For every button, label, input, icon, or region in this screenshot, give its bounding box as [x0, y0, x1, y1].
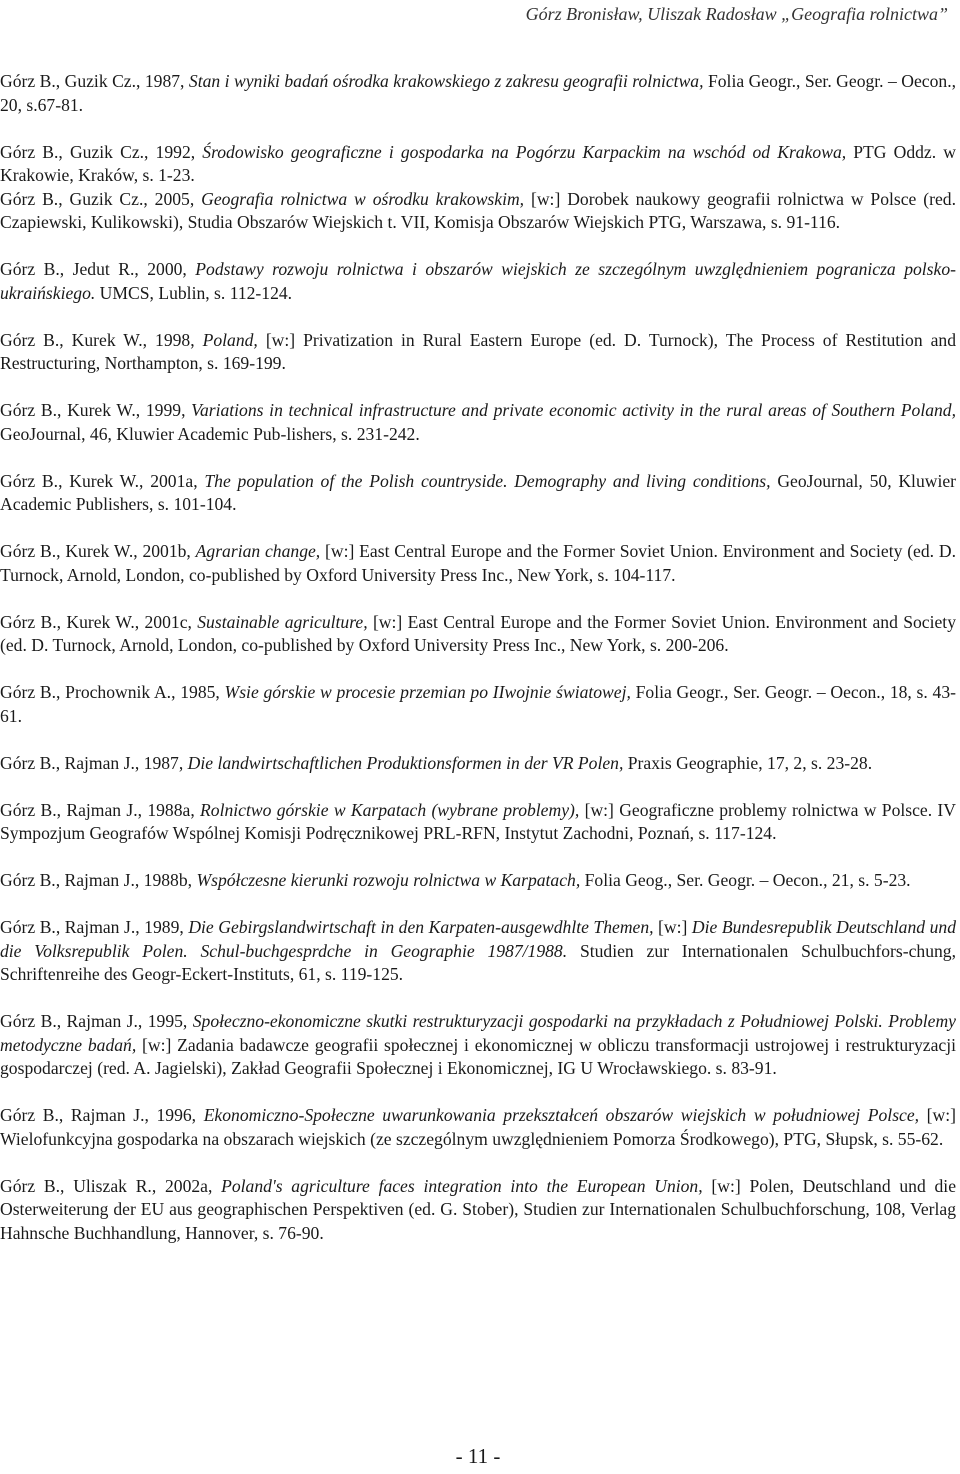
reference-entry: [0, 1175, 956, 1246]
reference-entry: [0, 1010, 956, 1081]
reference-title: Variations in technical infrastructure and private economic activity in the rural areas of Southern Poland,: [191, 400, 956, 420]
reference-entry: [0, 681, 956, 728]
reference-entry: [0, 540, 956, 587]
reference-text: [w:] Dorobek naukowy geografii rolnictwa w Polsce (red. Czapiewski, Kulikowski), Studia Obszarów Wiejskich t. VII, Komisja Obszarów Wiejskich PTG, Warszawa, s. 91-116.: [0, 188, 956, 232]
reference-text: Górz B., Jedut R., 2000,: [0, 259, 196, 279]
reference-text: Studien zur Internationalen Schulbuchfors-chung, Schriftenreihe des Geogr-Eckert-Instituts, 61, s. 119-125.: [0, 940, 956, 984]
reference-text: Górz B., Guzik Cz., 1992,: [0, 141, 203, 162]
reference-text: Górz B., Kurek W., 1998,: [0, 329, 203, 350]
reference-entry: [0, 70, 956, 117]
reference-text: Górz B., Kurek W., 1999,: [0, 400, 192, 420]
reference-title: Podstawy rozwoju rolnictwa i obszarów wiejskich ze szczególnym uwzględnieniem pogranicza polsko-ukraińskiego.: [0, 259, 956, 303]
reference-text: Górz B., Kurek W., 2001a,: [0, 470, 205, 491]
reference-text: [w:] East Central Europe and the Former Soviet Union. Environment and Society (ed. D. Turnock, Arnold, London, co-published by Oxford University Press Inc., New York, s. 200-206.: [0, 611, 956, 655]
reference-title: Stan i wyniki badań ośrodka krakowskiego z zakresu geografii rolnictwa,: [188, 71, 704, 91]
reference-text: Górz B., Guzik Cz., 2005,: [0, 188, 202, 209]
reference-text: Górz B., Prochownik A., 1985,: [0, 682, 225, 702]
reference-text: Folia Geog., Ser. Geogr. – Oecon., 21, s. 5-23.: [580, 870, 911, 890]
reference-text: [w:] Wielofunkcyjna gospodarka na obszarach wiejskich (ze szczególnym uwzględnieniem Pomorza Środkowego), PTG, Słupsk, s. 55-62.: [0, 1105, 956, 1149]
reference-entry: [0, 399, 956, 446]
page-number: - 11 -: [455, 1444, 501, 1468]
reference-text: Górz B., Rajman J., 1995,: [0, 1011, 193, 1031]
reference-text: GeoJournal, 50, Kluwier Academic Publishers, s. 101-104.: [0, 470, 957, 514]
reference-text: [w:] East Central Europe and the Former Soviet Union. Environment and Society (ed. D. Turnock, Arnold, London, co-published by Oxford University Press Inc., New York, s. 104-117.: [0, 541, 956, 585]
reference-title: Poland's agriculture faces integration into the European Union,: [221, 1175, 703, 1196]
reference-title: Ekonomiczno-Społeczne uwarunkowania przekształceń obszarów wiejskich w południowej Polsce,: [203, 1105, 920, 1125]
reference-title: Współczesne kierunki rozwoju rolnictwa w Karpatach,: [196, 870, 581, 890]
reference-text: UMCS, Lublin, s. 112-124.: [95, 282, 293, 303]
reference-text: [w:] Geograficzne problemy rolnictwa w Polsce. IV Sympozjum Geografów Wspólnej Komisji Podręcznikowej PRL-RFN, Instytut Zachodni, Poznań, s. 117-124.: [0, 799, 956, 843]
reference-entry: [0, 188, 956, 235]
reference-title: Wsie górskie w procesie przemian po IIwojnie światowej,: [224, 682, 631, 702]
reference-list: [0, 70, 956, 1269]
reference-text: GeoJournal, 46, Kluwier Academic Pub-lishers, s. 231-242.: [0, 423, 420, 444]
reference-text: Folia Geogr., Ser. Geogr. – Oecon., 18, s. 43-61.: [0, 682, 956, 726]
reference-title: Rolnictwo górskie w Karpatach (wybrane problemy),: [200, 799, 580, 820]
reference-text: [w:] Zadania badawcze geografii społecznej i ekonomicznej w obliczu transformacji ustrojowej i restrukturyzacji gospodarczej (red. A. Jagielski), Zakład Geografii Społecznej i Ekonomicznej, IG U Wrocławskiego. s. 83-91.: [0, 1034, 956, 1078]
reference-text: Górz B., Rajman J., 1989,: [0, 917, 189, 937]
reference-text: Górz B., Rajman J., 1987,: [0, 752, 188, 773]
reference-text: Górz B., Guzik Cz., 1987,: [0, 71, 189, 91]
reference-text: Górz B., Rajman J., 1988b,: [0, 870, 197, 890]
reference-text: Górz B., Uliszak R., 2002a,: [0, 1175, 222, 1196]
reference-text: Górz B., Rajman J., 1988a,: [0, 799, 201, 820]
reference-title: Geografia rolnictwa w ośrodku krakowskim,: [201, 188, 525, 209]
reference-text: Górz B., Rajman J., 1996,: [0, 1105, 204, 1125]
reference-text: [w:] Polen, Deutschland und die Osterweiterung der EU aus geographischen Perspektiven (ed. G. Stober), Studien zur Internationalen Schulbuchforschung, 108, Verlag Hahnsche Buchhandlung, Hannover, s. 76-90.: [0, 1175, 956, 1243]
running-header: Górz Bronisław, Uliszak Radosław „Geografia rolnictwa”: [525, 4, 948, 24]
reference-entry: [0, 470, 956, 517]
reference-text: [w:] Privatization in Rural Eastern Europe (ed. D. Turnock), The Process of Restitution and Restructuring, Northampton, s. 169-199.: [0, 329, 956, 373]
reference-entry: [0, 869, 956, 893]
reference-text: [w:]: [653, 917, 692, 937]
reference-entry: [0, 1104, 956, 1151]
reference-entry: [0, 258, 956, 305]
reference-entry: [0, 329, 956, 376]
reference-title: Poland,: [202, 329, 258, 350]
reference-title: Społeczno-ekonomiczne skutki restrukturyzacji gospodarki na przykładach z Południowej Polski. Problemy metodyczne badań,: [0, 1011, 956, 1055]
reference-text: Górz B., Kurek W., 2001b,: [0, 541, 196, 561]
reference-entry: [0, 141, 956, 188]
reference-entry: [0, 752, 956, 776]
reference-title: Środowisko geograficzne i gospodarka na Pogórzu Karpackim na wschód od Krakowa,: [202, 141, 847, 162]
reference-entry: [0, 916, 956, 987]
reference-title: Die landwirtschaftlichen Produktionsformen in der VR Polen,: [187, 752, 624, 773]
reference-title: Die Bundesrepublik Deutschland und die Volksrepublik Polen. Schul-buchgesprdche in Geographie 1987/1988.: [0, 917, 956, 961]
reference-entry: [0, 799, 956, 846]
reference-title: Die Gebirgslandwirtschaft in den Karpaten-ausgewdhlte Themen,: [188, 917, 654, 937]
reference-text: Praxis Geographie, 17, 2, s. 23-28.: [623, 752, 873, 773]
reference-title: Sustainable agriculture,: [197, 611, 368, 632]
reference-title: The population of the Polish countryside. Demography and living conditions,: [204, 470, 771, 491]
reference-text: PTG Oddz. w Krakowie, Kraków, s. 1-23.: [0, 141, 956, 185]
reference-text: Górz B., Kurek W., 2001c,: [0, 611, 198, 632]
reference-title: Agrarian change,: [195, 541, 321, 561]
reference-entry: [0, 611, 956, 658]
reference-text: Folia Geogr., Ser. Geogr. – Oecon., 20, s.67-81.: [0, 71, 956, 115]
